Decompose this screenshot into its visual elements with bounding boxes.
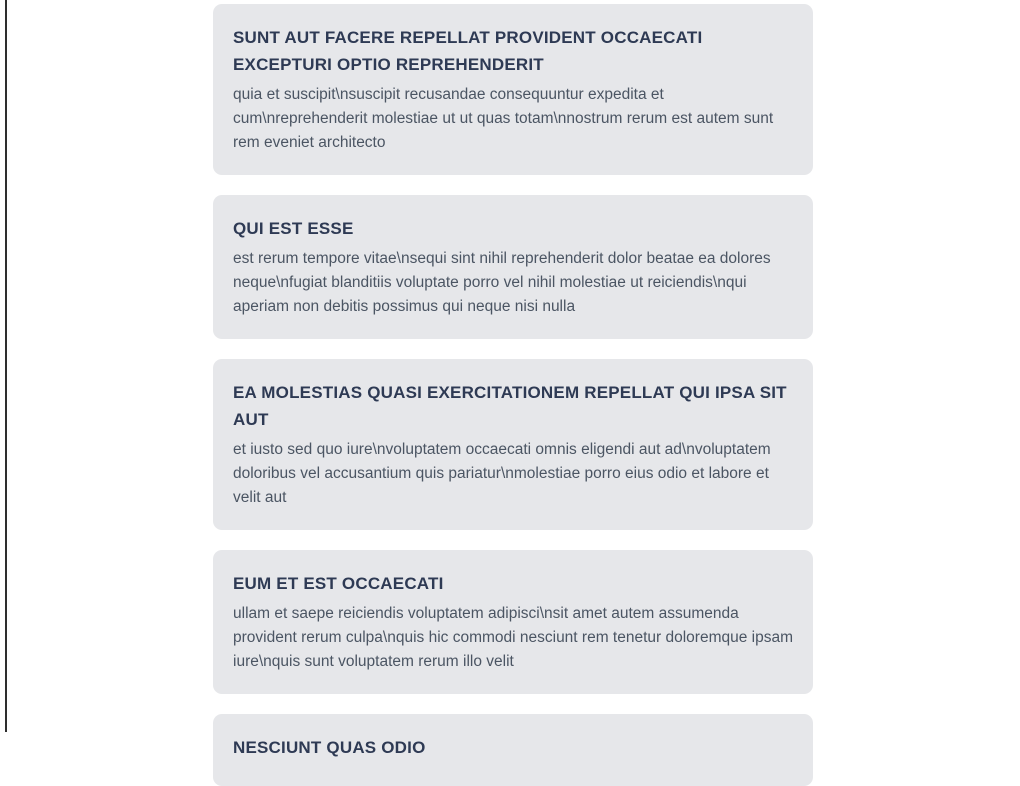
post-title: NESCIUNT QUAS ODIO: [233, 738, 426, 757]
post-card[interactable]: [213, 195, 813, 339]
post-card[interactable]: [213, 359, 813, 530]
post-title: QUI EST ESSE: [233, 219, 354, 238]
post-title: SUNT AUT FACERE REPELLAT PROVIDENT OCCAECATI EXCEPTURI OPTIO REPREHENDERIT: [233, 28, 703, 74]
post-body: quia et suscipit\nsuscipit recusandae consequuntur expedita et cum\nreprehenderit molestiae ut ut quas totam\nnostrum rerum est autem sunt rem eveniet architecto: [233, 86, 774, 151]
post-title: EA MOLESTIAS QUASI EXERCITATIONEM REPELLAT QUI IPSA SIT AUT: [233, 383, 787, 429]
posts-feed: [213, 4, 813, 786]
post-card[interactable]: [213, 4, 813, 175]
post-card[interactable]: [213, 550, 813, 694]
post-body: et iusto sed quo iure\nvoluptatem occaecati omnis eligendi aut ad\nvoluptatem doloribus vel accusantium quis pariatur\nmolestiae porro eius odio et labore et velit aut: [233, 441, 771, 506]
left-edge-rule: [5, 0, 7, 732]
post-card[interactable]: [213, 714, 813, 786]
post-body: est rerum tempore vitae\nsequi sint nihil reprehenderit dolor beatae ea dolores neque\nfugiat blanditiis voluptate porro vel nihil molestiae ut reiciendis\nqui aperiam non debitis possimus qui neque nisi nulla: [233, 250, 771, 315]
post-body: ullam et saepe reiciendis voluptatem adipisci\nsit amet autem assumenda provident rerum culpa\nquis hic commodi nesciunt rem tenetur doloremque ipsam iure\nquis sunt voluptatem rerum illo velit: [233, 605, 793, 670]
post-title: EUM ET EST OCCAECATI: [233, 574, 444, 593]
